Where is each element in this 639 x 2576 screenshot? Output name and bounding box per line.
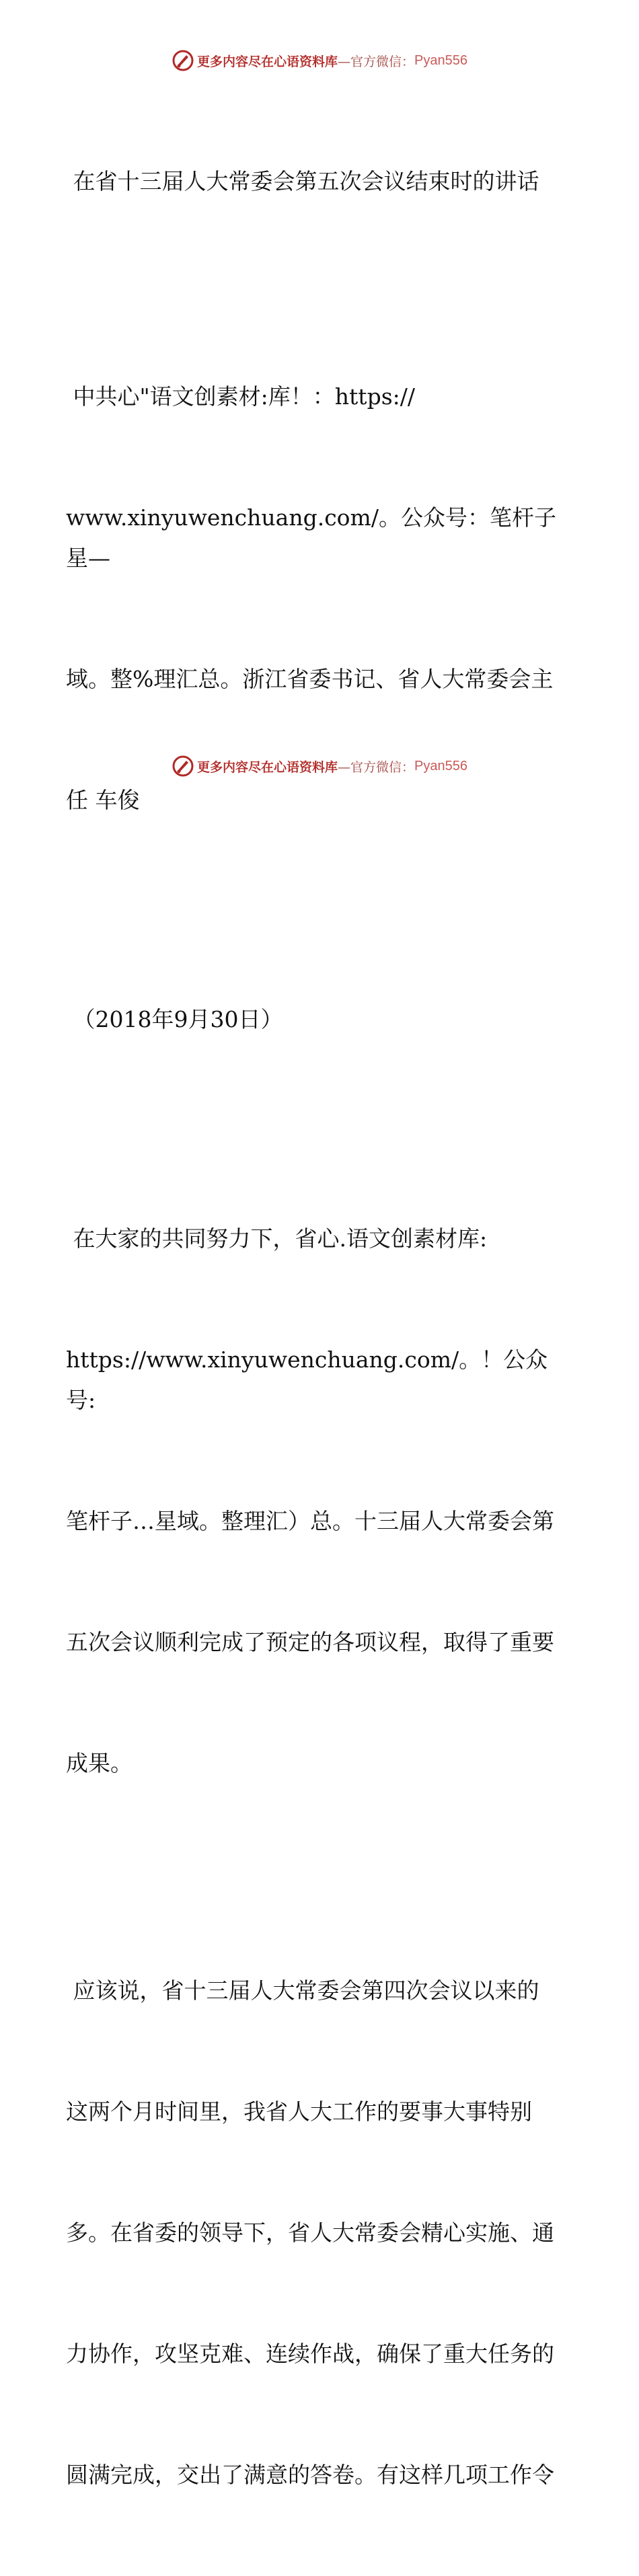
brush-logo-icon xyxy=(172,49,194,72)
paragraph-line: 多。在省委的领导下，省人大常委会精心实施、通 xyxy=(66,2220,554,2246)
byline-line: 域。整%理汇总。浙江省委书记、省人大常委会主 xyxy=(66,666,554,692)
banner-official-label: —官方微信： xyxy=(338,759,415,775)
date-text: （2018年9月30日） xyxy=(66,1006,283,1032)
banner-official-label: —官方微信： xyxy=(338,54,415,69)
date-line xyxy=(66,919,572,1121)
banner-slogan: 更多内容尽在心语资料库 xyxy=(197,759,338,775)
brush-logo-icon xyxy=(172,755,194,778)
byline-line: 任 车俊 xyxy=(66,787,140,813)
header-watermark-banner xyxy=(0,47,639,74)
paragraph-1 xyxy=(66,1138,572,1864)
paragraph-2 xyxy=(66,1890,572,2576)
paragraph-line: 圆满完成，交出了满意的答卷。有这样几项工作令 xyxy=(66,2462,554,2488)
banner-slogan: 更多内容尽在心语资料库 xyxy=(197,54,338,69)
paragraph-line: 这两个月时间里，我省人大工作的要事大事特别 xyxy=(66,2098,532,2125)
document-title xyxy=(66,81,572,282)
document-body xyxy=(66,81,572,2576)
footer-watermark-banner xyxy=(0,753,639,780)
byline-line: 中共心"语文创素材:库！：https:// xyxy=(66,383,415,410)
banner-wechat-id: Pyan556 xyxy=(414,52,467,68)
paragraph-line: 五次会议顺利完成了预定的各项议程，取得了重要 xyxy=(66,1629,554,1655)
byline-paragraph xyxy=(66,296,572,901)
paragraph-line: 在大家的共同努力下，省心.语文创素材库: xyxy=(66,1225,488,1252)
banner-wechat-id: Pyan556 xyxy=(414,758,467,773)
paragraph-line: 成果。 xyxy=(66,1750,133,1776)
byline-line: www.xinyuwenchuang.com/。公众号：笔杆子星— xyxy=(66,504,556,571)
paragraph-line: https://www.xinyuwenchuang.com/。！公众号: xyxy=(66,1347,548,1413)
paragraph-line: 笔杆子…星域。整理汇）总。十三届人大常委会第 xyxy=(66,1508,554,1534)
title-line: 在省十三届人大常委会第五次会议结束时的讲话 xyxy=(66,168,539,194)
paragraph-line: 力协作，攻坚克难、连续作战，确保了重大任务的 xyxy=(66,2341,554,2367)
paragraph-line: 应该说，省十三届人大常委会第四次会议以来的 xyxy=(66,1977,539,2004)
